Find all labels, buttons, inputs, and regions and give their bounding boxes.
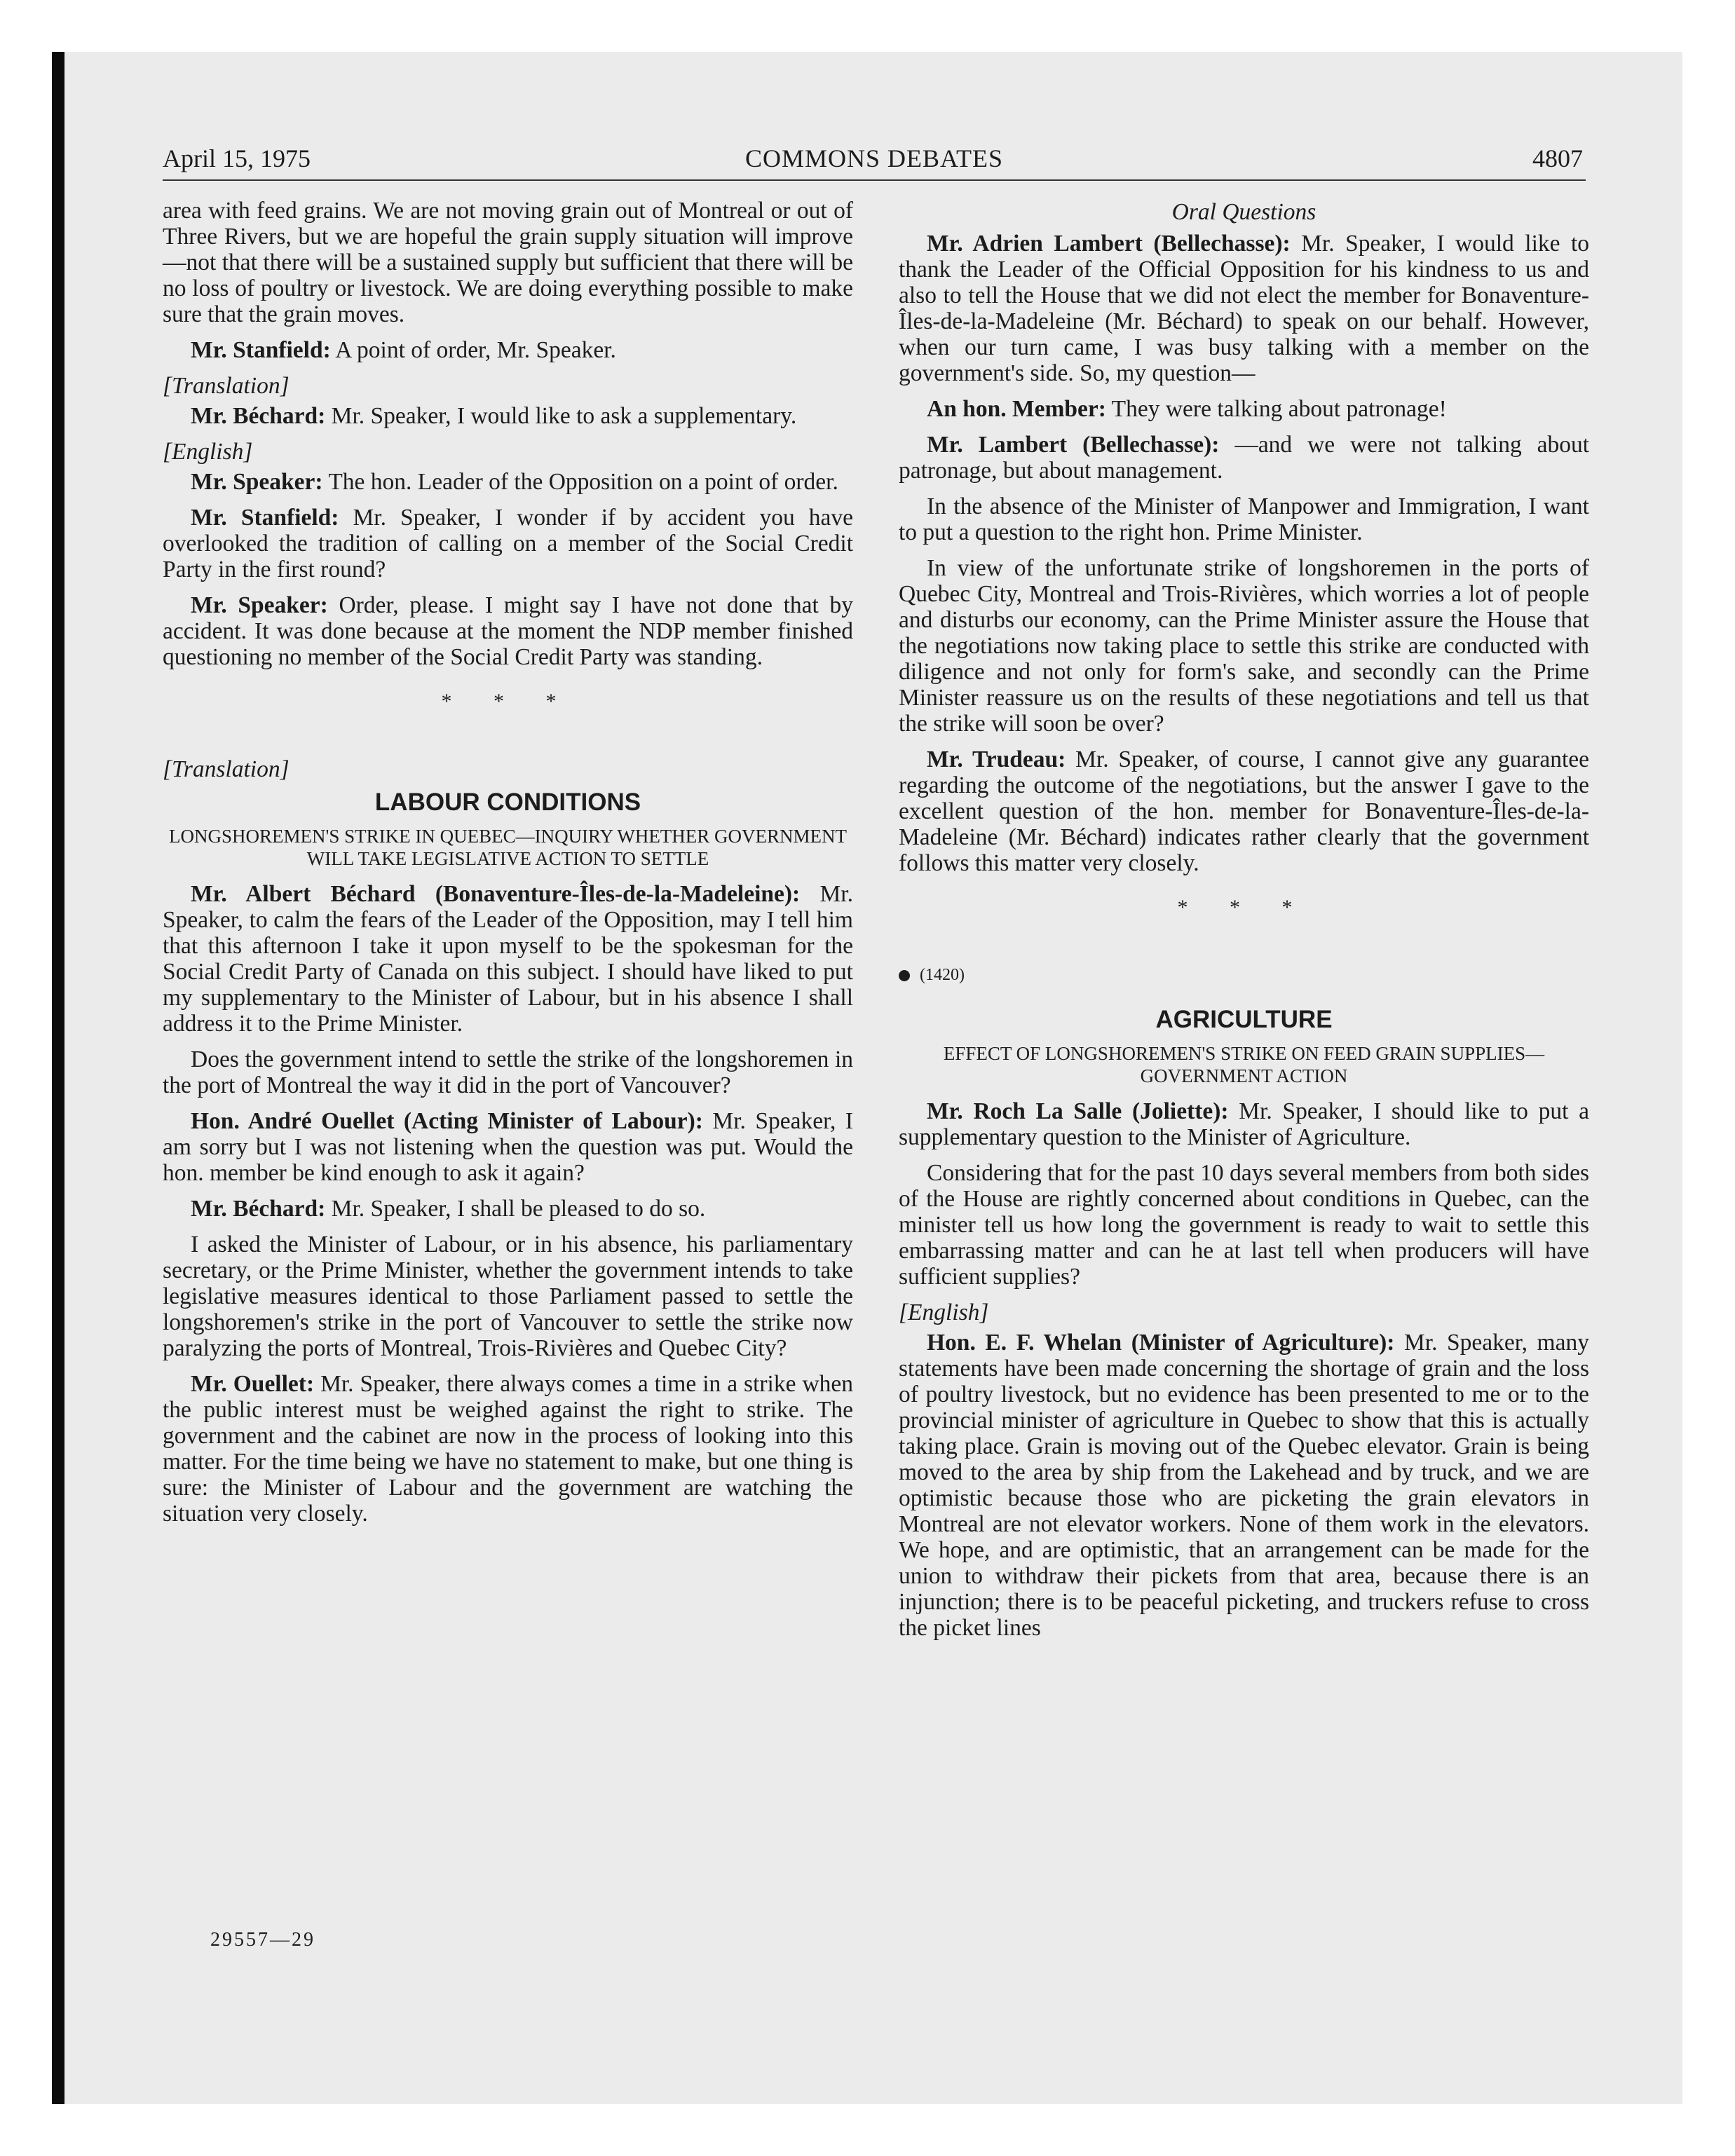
speaker-name: Mr. Speaker: [191,592,328,618]
paragraph: In the absence of the Minister of Manpower and Immigration, I want to put a question to the right hon. Prime Minister. [899,493,1589,545]
section-title: AGRICULTURE [1155,1006,1333,1033]
right-column [899,198,1589,1651]
paragraph [899,1330,1589,1641]
paragraph: I asked the Minister of Labour, or in his absence, his parliamentary secretary, or the Prime Minister, whether the government intends to take legislative measures identical to those Parliament passed to settle the longshoremen's strike in the port of Vancouver to settle the strike now paralyzing the ports of Montreal, Trois-Rivières and Quebec City? [163,1231,853,1361]
speech-text: Mr. Speaker, of course, I cannot give any guarantee regarding the outcome of the negotiations, but the answer I gave to the excellent question of the hon. member for Bonaventure-Îles-de-la-Madeleine (Mr. Béchard) indicates rather clearly that the government follows this matter very closely. [899,746,1589,876]
speaker-name: Hon. E. F. Whelan (Minister of Agriculture): [927,1330,1395,1356]
paragraph [899,1098,1589,1150]
paragraph: In view of the unfortunate strike of longshoremen in the ports of Quebec City, Montreal and Trois-Rivières, which worries a lot of people and disturbs our economy, can the Prime Minister assure the House that the negotiations now taking place to settle this strike are conducted with diligence and not only for form's sake, and secondly can the Prime Minister reassure us on the results of these negotiations and tell us that the strike will soon be over? [899,555,1589,737]
speech-text: Mr. Speaker, I wonder if by accident you have overlooked the tradition of calling on a member of the Social Credit Party in the first round? [163,505,853,582]
paragraph [899,432,1589,484]
speaker-name: An hon. Member: [927,396,1106,422]
speech-text: Mr. Speaker, I am sorry but I was not listening when the question was put. Would the hon. member be kind enough to ask it again? [163,1108,853,1186]
time-marker-text: (1420) [920,966,965,984]
left-column [163,198,853,1536]
speaker-name: Mr. Béchard: [191,403,326,429]
paragraph: Considering that for the past 10 days several members from both sides of the House are rightly concerned about conditions in Quebec, can the minister tell us how long the government is ready to wait to settle this embarrassing matter and can he at last tell when producers will have sufficient supplies? [899,1160,1589,1290]
paragraph [163,592,853,670]
section-subtitle: LONGSHOREMEN'S STRIKE IN QUEBEC—INQUIRY WHETHER GOVERNMENT WILL TAKE LEGISLATIVE ACTION TO SETTLE [168,826,848,869]
paragraph [163,505,853,582]
language-marker: [English] [899,1299,989,1325]
paragraph: Does the government intend to settle the strike of the longshoremen in the port of Montreal the way it did in the port of Vancouver? [163,1046,853,1098]
paragraph [899,396,1589,422]
speaker-name: Mr. Stanfield: [191,337,331,363]
header-date: April 15, 1975 [163,144,311,172]
language-marker: [Translation] [163,756,290,782]
speaker-name: Mr. Trudeau: [927,746,1066,772]
speaker-name: Mr. Béchard: [191,1196,326,1222]
language-marker: [English] [163,439,253,465]
paragraph [163,337,853,363]
paragraph [163,403,853,429]
speaker-name: Hon. André Ouellet (Acting Minister of Labour): [191,1108,703,1134]
speech-text: They were talking about patronage! [1105,396,1447,422]
speech-text: Mr. Speaker, I shall be pleased to do so. [325,1196,706,1222]
bullet-icon [899,970,910,981]
speaker-name: Mr. Speaker: [191,469,323,495]
speech-text: Order, please. I might say I have not done that by accident. It was done because at the moment the NDP member finished questioning no member of the Social Credit Party was standing. [163,592,853,670]
speech-text: Mr. Speaker, to calm the fears of the Leader of the Opposition, may I tell him that this afternoon I take it upon myself to be the spokesman for the Social Credit Party of Canada on this subject. I should have liked to put my supplementary to the Minister of Labour, but in his absence I shall address it to the Prime Minister. [163,881,853,1037]
running-head: Oral Questions [1171,199,1316,225]
speech-text: Mr. Speaker, I would like to ask a supplementary. [325,403,797,429]
language-marker: [Translation] [163,373,290,399]
speaker-name: Mr. Adrien Lambert (Bellechasse): [927,231,1291,257]
header-title: COMMONS DEBATES [744,144,1004,172]
section-title: LABOUR CONDITIONS [374,789,641,816]
speaker-name: Mr. Roch La Salle (Joliette): [927,1098,1229,1124]
paragraph [899,231,1589,386]
paragraph [899,746,1589,876]
paragraph [163,1196,853,1222]
page-header [163,140,1586,181]
speaker-name: Mr. Stanfield: [191,505,339,531]
speech-text: Mr. Speaker, I should like to put a supplementary question to the Minister of Agriculture. [899,1098,1589,1150]
footer-code: 29557—29 [210,1929,315,1951]
speech-text: The hon. Leader of the Opposition on a point of order. [322,469,838,495]
speech-text: —and we were not talking about patronage, but about management. [899,432,1590,484]
speaker-name: Mr. Ouellet: [191,1371,315,1397]
section-separator: * * * [441,690,575,713]
paragraph [163,881,853,1037]
paragraph [163,469,853,495]
speech-text: Mr. Speaker, there always comes a time in a strike when the public interest must be weighed against the right to strike. The government and the cabinet are now in the process of looking into this matter. For the time being we have no statement to make, but one thing is sure: the Minister of Labour and the government are watching the situation very closely. [163,1371,854,1527]
paragraph [163,1371,853,1527]
paragraph: area with feed grains. We are not moving grain out of Montreal or out of Three Rivers, but we are hopeful the grain supply situation will improve—not that there will be a sustained supply but sufficient that there will be no loss of poultry or livestock. We are doing everything possible to make sure that the grain moves. [163,198,853,327]
paragraph [163,1108,853,1186]
speaker-name: Mr. Lambert (Bellechasse): [927,432,1220,458]
speech-text: Mr. Speaker, I would like to thank the Leader of the Official Opposition for his kindness to us and also to tell the House that we did not elect the member for Bonaventure-Îles-de-la-Madeleine (Mr. Béchard) to speak on our behalf. However, when our turn came, I was busy talking with a member on the government's side. So, my question— [899,231,1589,386]
speech-text: A point of order, Mr. Speaker. [330,337,616,363]
speaker-name: Mr. Albert Béchard (Bonaventure-Îles-de-la-Madeleine): [191,881,801,907]
speech-text: Mr. Speaker, many statements have been made concerning the shortage of grain and the loss of poultry livestock, but no evidence has been presented to me or to the provincial minister of agriculture in Quebec to show that this is actually taking place. Grain is moving out of the Quebec elevator. Grain is being moved to the area by ship from the Lakehead and by truck, and we are optimistic because those who are picketing the grain elevators in Montreal are not elevator workers. None of them work in the elevators. We hope, and are optimistic, that an arrangement can be made for the union to withdraw their pickets from that area, because there is an injunction; there is to be peaceful picketing, and truckers refuse to cross the picket lines [899,1330,1589,1641]
section-subtitle: EFFECT OF LONGSHOREMEN'S STRIKE ON FEED GRAIN SUPPLIES—GOVERNMENT ACTION [943,1043,1545,1086]
time-marker [899,962,1589,988]
scan-binding-edge [52,52,64,2104]
header-page-number: 4807 [1532,144,1583,172]
section-separator: * * * [1177,896,1311,919]
